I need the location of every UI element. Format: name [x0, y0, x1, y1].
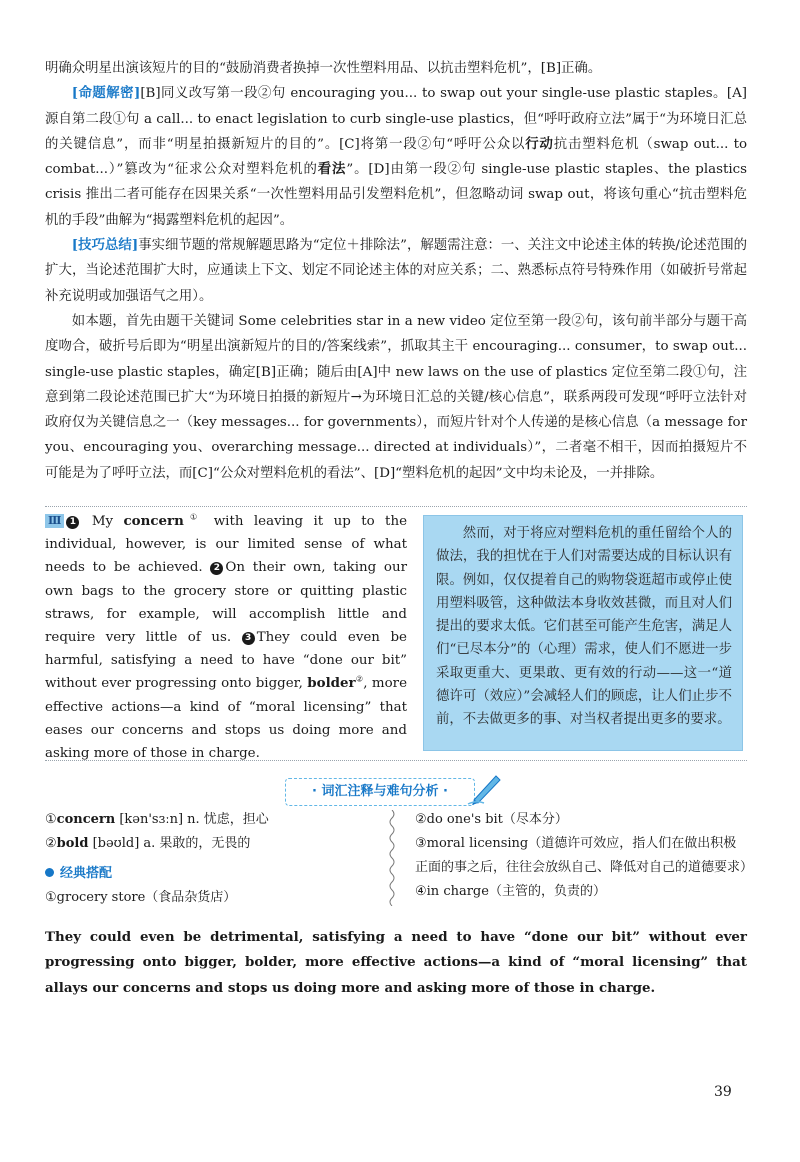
page-number: 39	[714, 1084, 732, 1100]
decode-text-3: ”。[D]由第一段②句 single-use plastic staples、the plastics crisis 推出二者可能存在因果关系“一次性塑料用品引发塑料危机”，但忽略动词 swap out，将该句重心“抗击塑料危机的手段”曲解为“揭露塑料危机的起因”。	[45, 162, 748, 228]
skill-text: 事实细节题的常规解题思路为“定位＋排除法”，解题需注意：一、关注文中论述主体的转换/论述范围的扩大，当论述范围扩大时，应通读上下文、划定不同论述主体的对应关系；二、熟悉标点符号特殊作用（如破折号常起补充说明或加强语气之用）。	[45, 238, 748, 304]
sentence-3b: , more effective actions—a kind of “moral licensing” that eases our concerns and stops us doing more and asking more of those in charge.	[45, 676, 407, 762]
vocab-headword: concern	[56, 812, 116, 827]
vocab-left-column	[45, 808, 375, 910]
dotted-divider-top	[45, 506, 747, 507]
vocab-banner: · 词汇注释与难句分析 ·	[285, 778, 475, 806]
decode-paragraph	[45, 81, 747, 233]
collocation-heading-text: 经典搭配	[60, 866, 113, 881]
decode-bold-2: 看法	[317, 161, 347, 178]
sentence-number-2: 2	[210, 562, 223, 575]
footnote-2: ②	[355, 674, 364, 684]
bullet-icon	[45, 868, 54, 877]
squiggle-divider	[386, 810, 398, 906]
explanation-block	[45, 56, 747, 486]
rewritten-sentence: They could even be detrimental, satisfying a need to have “done our bit” without ever progressing onto bigger, bolder, more effective actions—a kind of “moral licensing” that allays our concerns and stops us doing more and asking more of those in charge.	[45, 929, 747, 996]
english-passage	[45, 510, 407, 765]
skill-tag: [技巧总结]	[71, 237, 139, 254]
sentence-3a: They could even be harmful, satisfying a need to have “done our bit” without ever progressing onto bigger,	[45, 630, 407, 692]
collocation-heading	[45, 862, 375, 886]
passage-paragraph	[45, 510, 407, 765]
explanation-line-0: 明确众明星出演该短片的目的“鼓励消费者换掉一次性塑料用品、以抗击塑料危机”，[B]正确。	[45, 61, 602, 76]
sentence-1b: with leaving it up to the individual, however, is our limited sense of what needs to be achieved.	[45, 514, 407, 576]
pen-icon	[466, 770, 506, 806]
example-paragraph: 如本题，首先由题干关键词 Some celebrities star in a new video 定位至第一段②句，该句前半部分与题干高度吻合，破折号后即为“明星出演新短片的目的/答案线索”，抓取其主干 encouraging... consumer，to swap out... single-use plastic staples，确定[B]正确；随后由[A]中 new laws on the use of plastics 定位至第二段①句，注意到第二段论述范围已扩大“为环境日拍摄的新短片→为环境日汇总的关键/核心信息”，联系两段可发现“呼吁立法针对政府仅为关键信息之一（key messages... for governments），而短片针对个人传递的是核心信息（a message for you、encouraging you、overarching message... directed at individuals）”，二者毫不相干，因而拍摄短片不可能是为了呼吁立法，而[C]“公众对塑料危机的看法”、[D]“塑料危机的起因”文中均未论及，一并排除。	[45, 313, 747, 481]
section-marker: Ⅲ	[45, 514, 64, 528]
translation-text: 然而，对于将应对塑料危机的重任留给个人的做法，我的担忧在于人们对需要达成的目标认识有限。例如，仅仅提着自己的购物袋逛超市或停止使用塑料吸管，这种做法本身收效甚微，而且对人们提出的要求太低。它们甚至可能产生危害，满足人们“已尽本分”的（心理）需求，使人们不愿进一步采取更重大、更果敢、更有效的行动——这一“道德许可（效应）”会减轻人们的顾虑，让人们止步不前，不去做更多的事、对当权者提出更多的要求。	[436, 526, 732, 728]
dotted-divider-bottom	[45, 760, 747, 761]
decode-text-1: [B]同义改写第一段②句 encouraging you... to swap out your single-use plastic staples。[A]源自第二段①句 a call... to enact legislation to curb single-use plastics，但“呼吁政府立法”属于“为环境日汇总的关键信息”，而非“明星拍摄新短片的目的”。[C]将第一段②句“呼吁公众以	[45, 86, 748, 152]
phrase-item-3: ④in charge（主管的，负责的）	[415, 884, 606, 899]
skill-paragraph	[45, 233, 747, 309]
vocab-word-concern: concern	[123, 513, 184, 529]
decode-bold-1: 行动	[525, 135, 554, 152]
sentence-2: On their own, taking our own bags to the grocery store or quitting plastic straws, for example, will accomplish little and require very little of us.	[45, 560, 407, 646]
footnote-1: ①	[183, 512, 204, 522]
collocation-item: ①grocery store（食品杂货店）	[45, 890, 237, 905]
sentence-number-3: 3	[242, 632, 255, 645]
sentence-number-1: 1	[66, 516, 79, 529]
phrase-item-2: ③moral licensing（道德许可效应，指人们在做出积极正面的事之后，往往会放纵自己、降低对自己的道德要求）	[415, 836, 754, 875]
sentence-1a: My	[81, 514, 124, 529]
vocab-item-number: ②	[45, 836, 57, 851]
decode-tag: [命题解密]	[71, 85, 141, 102]
vocab-item-bold	[45, 832, 375, 856]
vocab-item-number: ①	[45, 812, 57, 827]
phrase-item-1: ②do one's bit（尽本分）	[415, 812, 568, 827]
vocab-definition: [kən'sɜːn] n. 忧虑，担心	[115, 812, 269, 827]
vocab-definition: [bəʊld] a. 果敢的，无畏的	[88, 836, 251, 851]
translation-box	[423, 515, 743, 751]
vocab-headword: bold	[56, 836, 89, 851]
vocab-right-column	[415, 808, 754, 904]
vocab-word-bolder: bolder	[307, 675, 356, 692]
decode-text-2: 抗击塑料危机（swap out... to combat...）”篡改为“征求公众对塑料危机的	[45, 136, 748, 178]
vocab-item-concern	[45, 808, 375, 832]
